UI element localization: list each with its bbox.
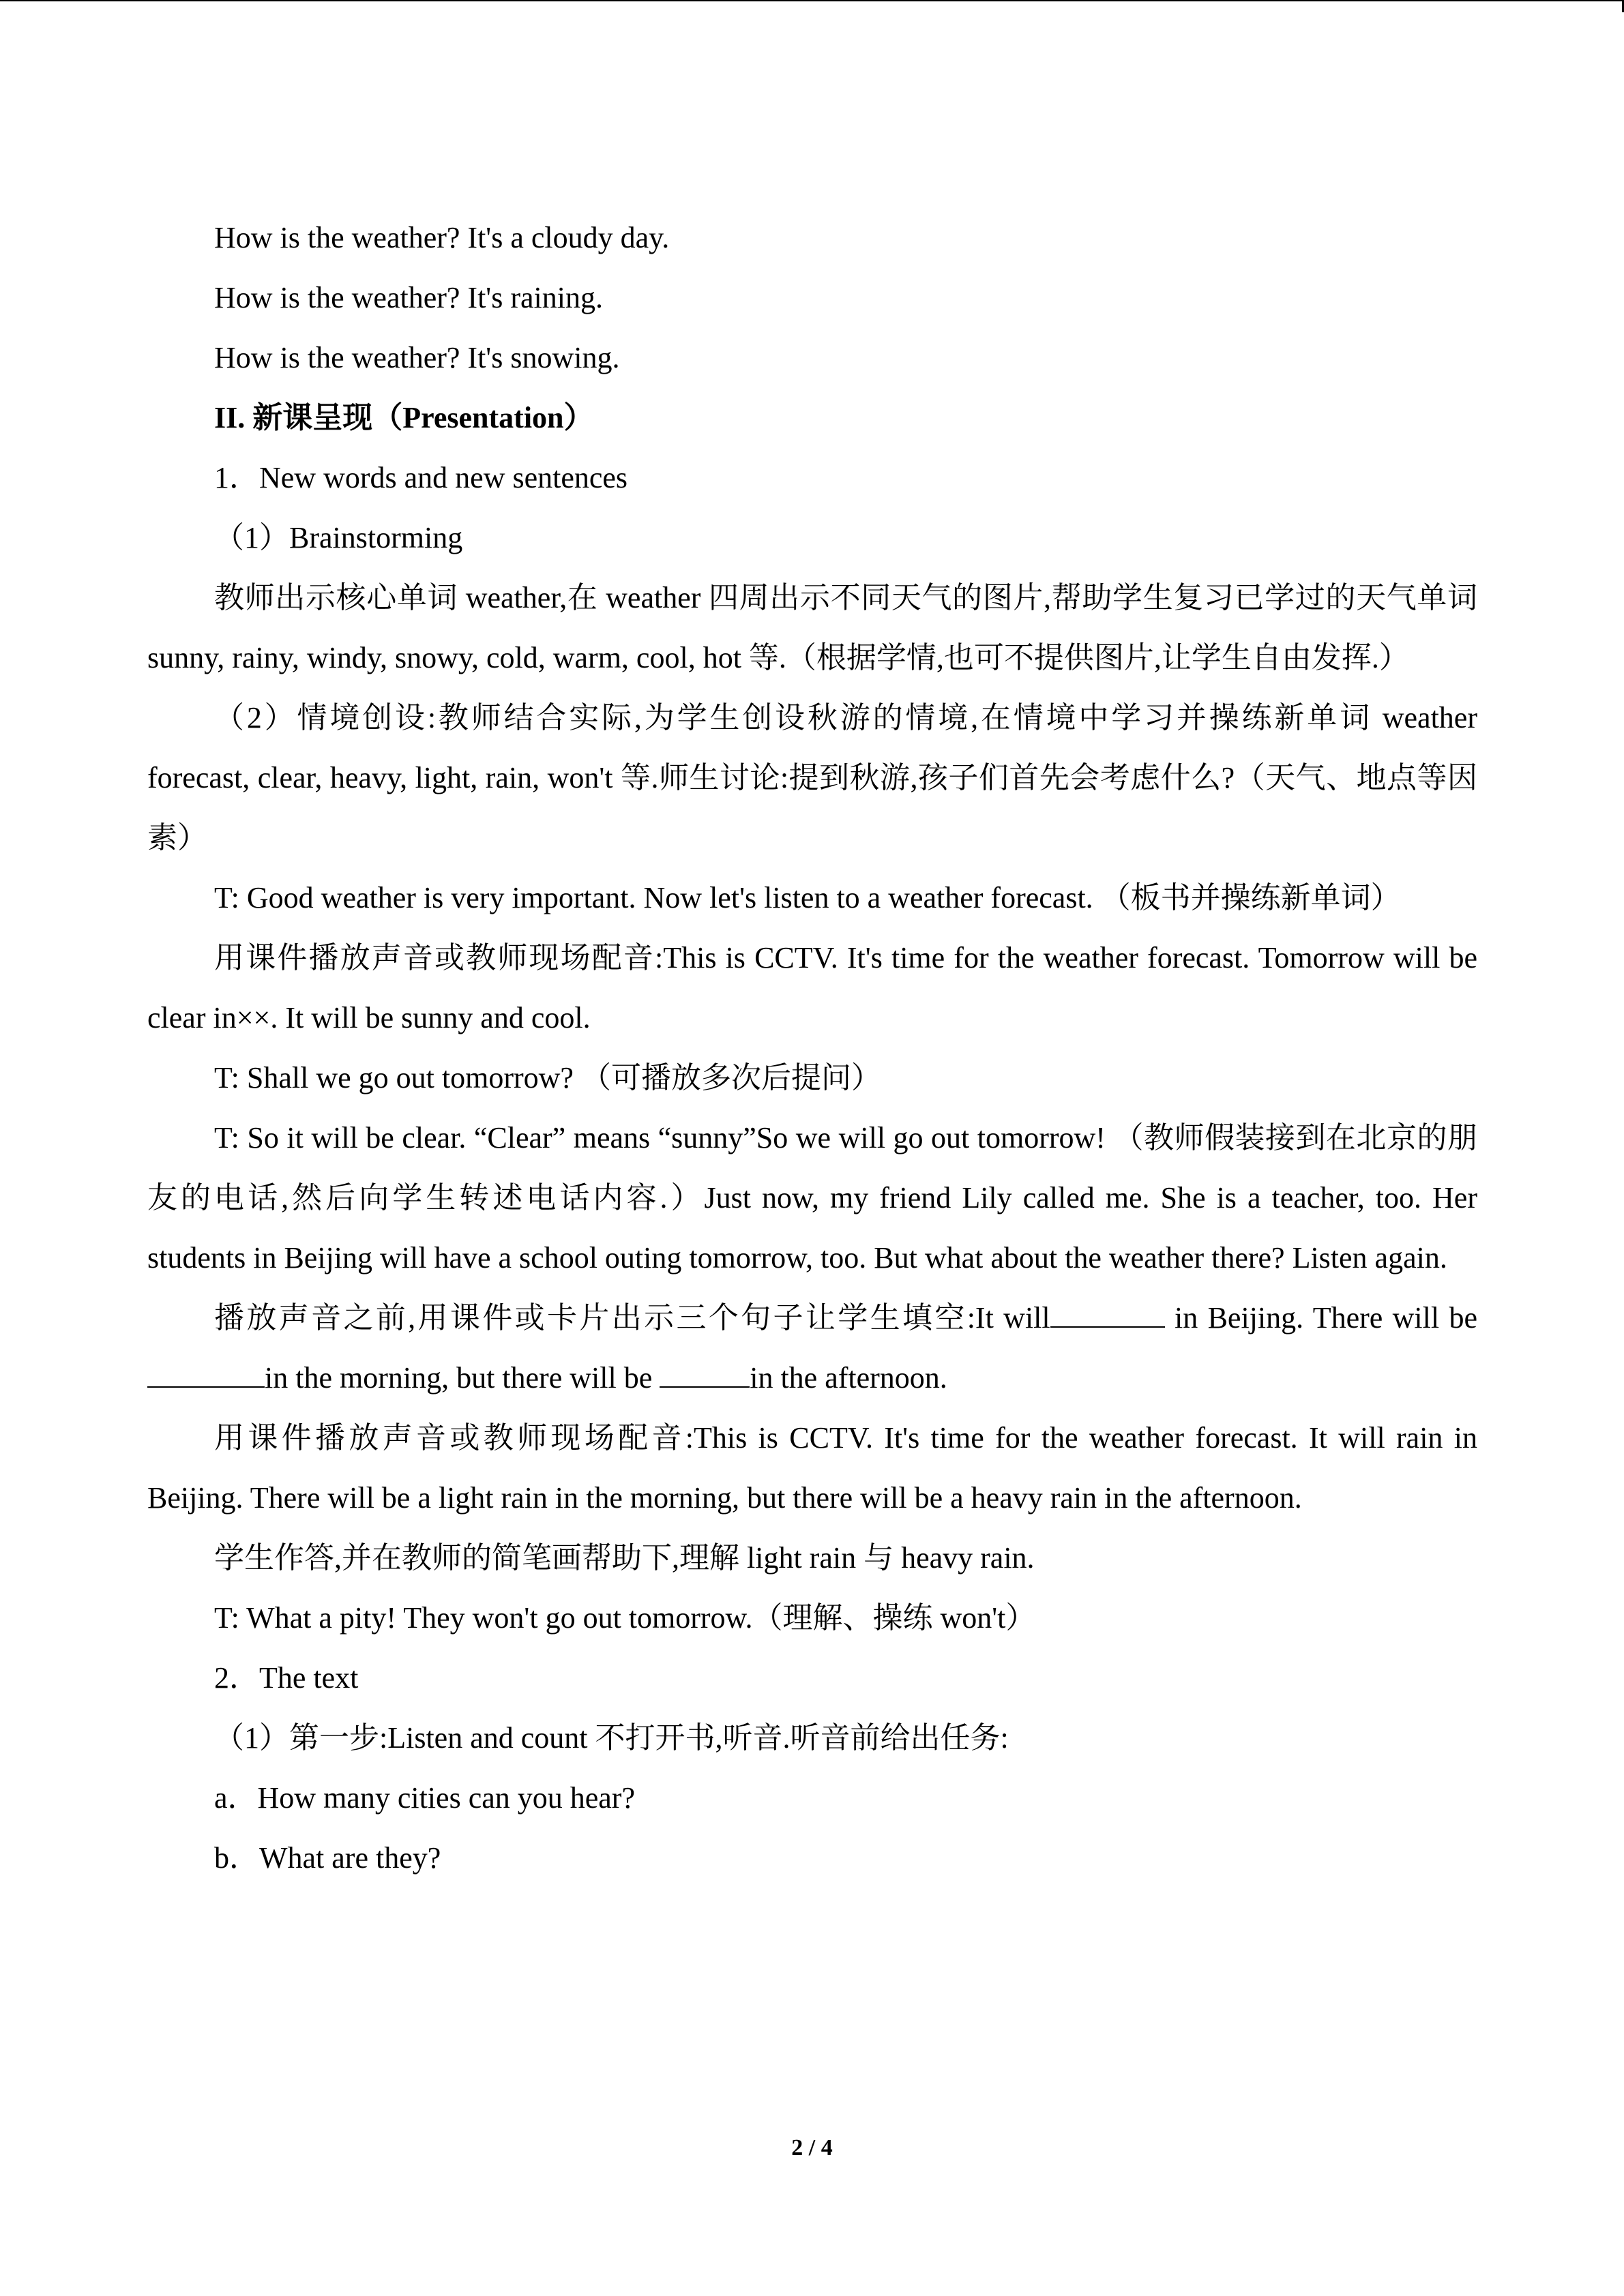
list-item-b: b．What are they?: [214, 1841, 441, 1875]
paragraph-shall-we: T: Shall we go out tomorrow? （可播放多次后提问）: [214, 1061, 881, 1094]
paragraph-what-a-pity: T: What a pity! They won't go out tomorrow.（理解、操练 won't）: [214, 1601, 1036, 1635]
fill-blank-text-2: in Beijing. There will be: [1164, 1301, 1477, 1335]
fill-blank-text-1: 播放声音之前,用课件或卡片出示三个句子让学生填空:It will: [214, 1301, 1050, 1335]
blank-line-2: [147, 1356, 265, 1388]
paragraph-cctv-forecast-1: 用课件播放声音或教师现场配音:This is CCTV. It's time for the weather forecast. Tomorrow will be clear in××. It will be sunny and cool.: [147, 941, 1477, 1034]
paragraph-snowing: How is the weather? It's snowing.: [214, 341, 620, 374]
paragraph-cloudy: How is the weather? It's a cloudy day.: [214, 221, 670, 254]
paragraph-fill-blank: [147, 1288, 1477, 1408]
list-item-a: a．How many cities can you hear?: [214, 1781, 635, 1815]
paragraph-cctv-forecast-2: 用课件播放声音或教师现场配音:This is CCTV. It's time for the weather forecast. It will rain in Beijing. There will be a light rain in the morning, but there will be a heavy rain in the afternoon.: [147, 1421, 1477, 1515]
subheading-the-text: 2．The text: [214, 1661, 359, 1695]
blank-line-1: [1050, 1296, 1165, 1328]
top-border-line: [0, 0, 1624, 1]
paragraph-clear-means-sunny: T: So it will be clear. “Clear” means “sunny”So we will go out tomorrow! （教师假装接到在北京的朋友的电话,然后向学生转述电话内容.）Just now, my friend Lily called me. She is a teacher, too. Her students in Beijing will have a school outing tomorrow, too. But what about the weather there? Listen again.: [147, 1121, 1477, 1274]
paragraph-good-weather: T: Good weather is very important. Now let's listen to a weather forecast. （板书并操练新单词）: [214, 881, 1401, 914]
page-number: 2 / 4: [791, 2135, 833, 2160]
section-heading-presentation: II. 新课呈现（Presentation）: [214, 401, 594, 434]
subheading-new-words: 1．New words and new sentences: [214, 461, 628, 494]
blank-line-3: [660, 1356, 750, 1388]
paragraph-student-answer: 学生作答,并在教师的简笔画帮助下,理解 light rain 与 heavy rain.: [214, 1541, 1035, 1575]
paragraph-situation: （2）情境创设:教师结合实际,为学生创设秋游的情境,在情境中学习并操练新单词 weather forecast, clear, heavy, light, rain, won't 等.师生讨论:提到秋游,孩子们首先会考虑什么?（天气、地点等因素）: [147, 701, 1477, 854]
subheading-brainstorming: （1）Brainstorming: [214, 521, 463, 554]
fill-blank-text-3: in the morning, but there will be: [265, 1361, 660, 1395]
fill-blank-text-4: in the afternoon.: [750, 1361, 947, 1395]
paragraph-step-one: （1）第一步:Listen and count 不打开书,听音.听音前给出任务:: [214, 1721, 1009, 1755]
document-body: [147, 208, 1477, 1888]
paragraph-brainstorming: 教师出示核心单词 weather,在 weather 四周出示不同天气的图片,帮助学生复习已学过的天气单词 sunny, rainy, windy, snowy, cold, warm, cool, hot 等.（根据学情,也可不提供图片,让学生自由发挥.）: [147, 581, 1477, 674]
paragraph-raining: How is the weather? It's raining.: [214, 281, 603, 314]
